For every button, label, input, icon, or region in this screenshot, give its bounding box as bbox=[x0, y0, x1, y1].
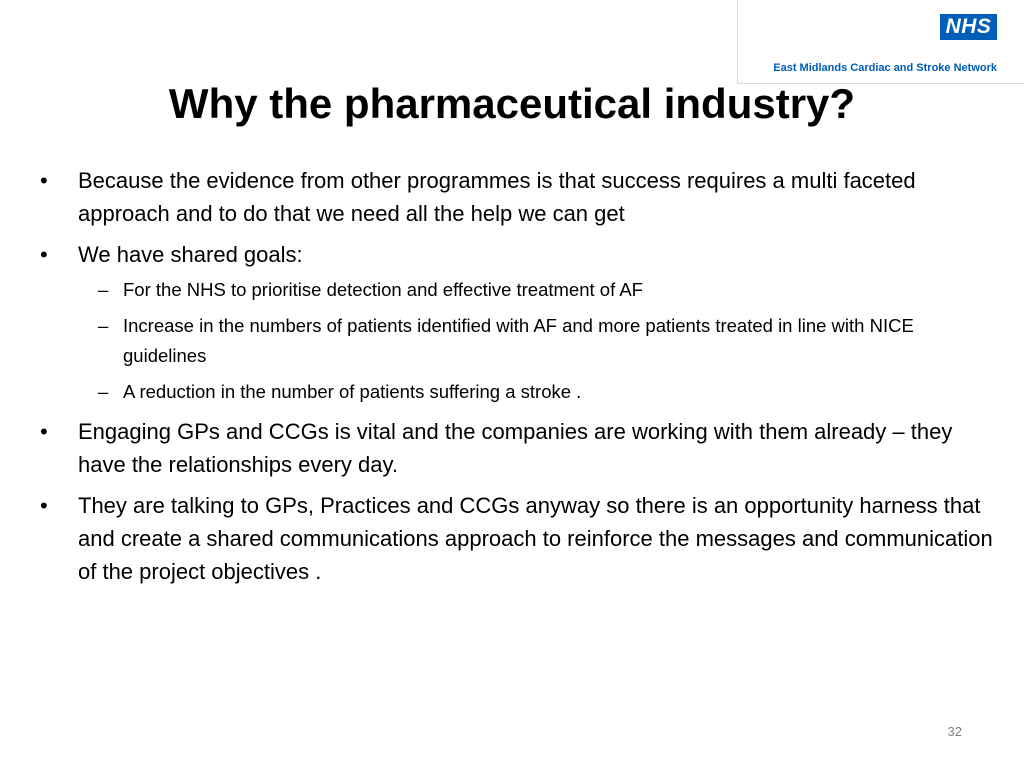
sub-bullet-marker: – bbox=[98, 381, 109, 402]
sub-bullet-marker: – bbox=[98, 279, 109, 300]
bullet-text: Because the evidence from other programmes is that success requires a multi faceted approach and to do that we need all the help we can get bbox=[78, 168, 916, 226]
bullet-item bbox=[40, 415, 1000, 481]
nhs-logo: NHS bbox=[940, 14, 997, 40]
sub-bullet-item bbox=[78, 311, 1000, 371]
sub-bullet-text: A reduction in the number of patients suffering a stroke . bbox=[123, 381, 582, 402]
bullet-item bbox=[40, 238, 1000, 407]
sub-bullet-item bbox=[78, 377, 1000, 407]
slide-title: Why the pharmaceutical industry? bbox=[168, 80, 856, 127]
page-number: 32 bbox=[947, 724, 962, 739]
network-name: East Midlands Cardiac and Stroke Network bbox=[773, 62, 997, 74]
bullet-marker: • bbox=[40, 493, 48, 518]
bullet-text: They are talking to GPs, Practices and CCGs anyway so there is an opportunity harness that and create a shared communications approach to reinforce the messages and communication of the project objectives . bbox=[78, 493, 993, 584]
bullet-marker: • bbox=[40, 419, 48, 444]
bullet-text: We have shared goals: bbox=[78, 242, 303, 267]
bullet-text: Engaging GPs and CCGs is vital and the companies are working with them already – they have the relationships every day. bbox=[78, 419, 953, 477]
sub-bullet-text: For the NHS to prioritise detection and effective treatment of AF bbox=[123, 279, 643, 300]
sub-bullet-list bbox=[78, 275, 1000, 407]
sub-bullet-marker: – bbox=[98, 315, 109, 336]
bullet-item bbox=[40, 164, 1000, 230]
sub-bullet-item bbox=[78, 275, 1000, 305]
sub-bullet-text: Increase in the numbers of patients identified with AF and more patients treated in line with NICE guidelines bbox=[123, 315, 914, 366]
bullet-item bbox=[40, 489, 1000, 588]
bullet-list bbox=[40, 164, 1000, 596]
bullet-marker: • bbox=[40, 168, 48, 193]
bullet-marker: • bbox=[40, 242, 48, 267]
